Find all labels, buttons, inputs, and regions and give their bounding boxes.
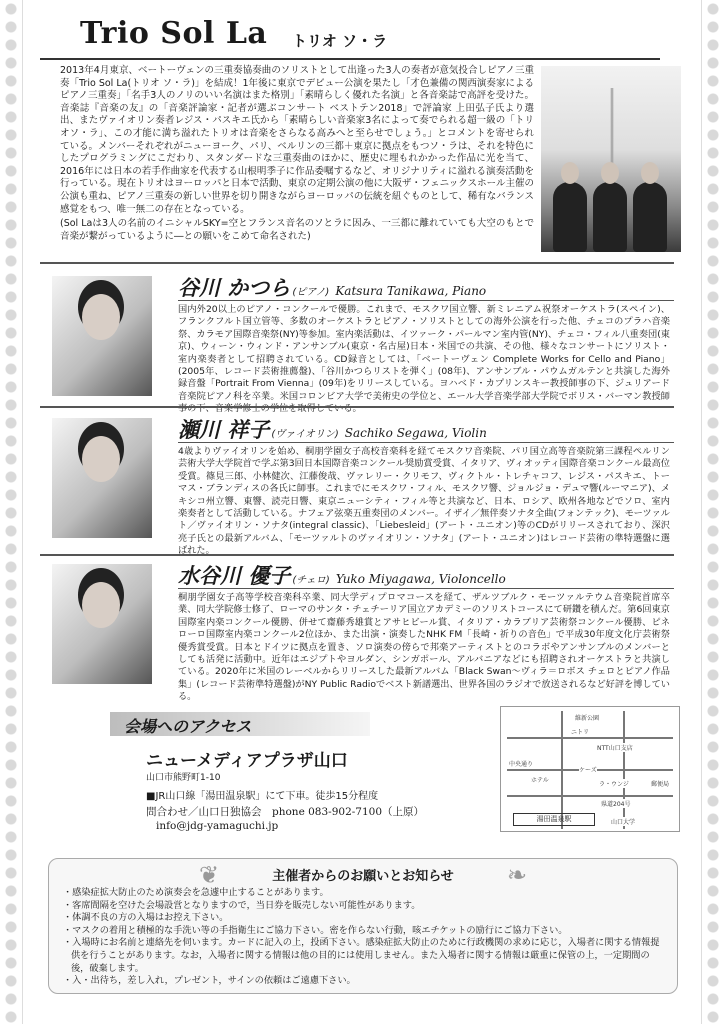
intro-body: 2013年4月東京、ベートーヴェンの三重奏協奏曲のソリストとして出逢った3人の奏者が意気投合しピアノ三重奏「Trio Sol La(トリオ ソ・ラ)」を結成！1年後に東京でデビュー公演を果たし「才色兼備の関西演奏家によるピアノ三重奏」「名手3人のノリのいい名演はまた格別」「素晴らしく優れた名演」と各音楽誌で高評を受けた。音楽誌『音楽の友』の「音楽評論家・記者が選ぶコンサート ベストテン2018」で評論家 上田弘子氏より選出、またヴァイオリン奏者レジス・パスキエ氏から「素晴らしい音楽家3名によって奏でられる超一級の「トリオソ・ラ」、この才能に満ち溢れたトリオは音楽をさらなる高みへと至らせでしょう。」とコメントを寄せられている。メンバーそれぞれがニューヨーク、パリ、ベルリンの三都＋東京に拠点をもつソ・ラは、それを特色にしたプログラミングにこだわり、スタンダードな三重奏曲のほかに、歴史に埋もれかかった作品に光を当て、2016年には日本の若手作曲家を代表する山根明季子に作品委嘱するなど、オリジナリティに溢れる演奏活動を行っている。現在トリオはヨーロッパと日本で活動、東京の定期公演の他に大阪ザ・フェニックスホール主催の公演も重ね、ピアノ三重奏の新しい世界を切り開きながらヨーロッパの伝統を紐ぐものとして、稀有なバランス感覚をもつ、唯一無二の存在となっている。 [60,65,534,215]
intro-text [60,65,534,243]
notice-list [63,887,667,988]
member-name-row [178,272,674,301]
member-name-jp: 瀬川 祥子 [178,417,270,442]
access-heading [110,712,370,736]
contact-email[interactable]: info@jdg-yamaguchi.jp [156,820,279,832]
map-label: 維新公園 [575,715,600,722]
notice-item: ・入場時にお名前と連絡先を伺います。カードに記入の上，投函下さい。感染症拡大防止のために行政機関の求めに応じ，入場者に関する情報提供を行うことがあります。なお，入場者に関する情報は他の目的には使用しません。また入場者に関する情報は厳重に保管の上，一定期間の後，破棄します。 [63,937,660,974]
map-road [623,711,625,829]
portrait-face [82,582,120,628]
member-figure [593,182,627,252]
right-border-pattern [701,0,724,1024]
map-label: ホテル [531,777,549,784]
member-name-en: Sachiko Segawa, Violin [344,426,487,440]
member-name-en: Yuko Miyagawa, Violoncello [335,572,506,586]
map-label: ケーズ [579,767,597,774]
access-map [500,706,680,832]
member-figure [553,182,587,252]
page-header [40,10,660,60]
divider [40,406,674,408]
map-label: 県道204号 [601,801,631,808]
map-label: 山口大学 [611,819,636,826]
map-label: ラ・ウンジ [599,781,629,788]
intro-note: (Sol Laは3人の名前のイニシャルSKY=空とフランス音名のソとラに因み、一三都に離れていても大空のもとで音楽が繋がっているように―との願いをこめて命名された) [60,218,534,242]
flourish-icon: ❧ [506,861,527,889]
member-figure [633,182,667,252]
member-name-row [178,560,674,589]
member-profile-piano [40,268,674,415]
notice-item: ・マスクの着用と積極的な手洗い等の手指衛生にご協力下さい。密を作らない行動，咳エチケットの励行にご協力下さい。 [63,924,568,936]
map-label: 中央通り [509,761,534,768]
member-profile-cello [40,556,674,703]
cellist-photo [52,564,152,684]
member-bio: 4歳よりヴァイオリンを始め、桐朋学園女子高校音楽科を経てモスクワ音楽院、パリ国立高等音楽院第三課程ペルリン芸術大学大学院首で学ぶ第3回日本国際音楽コンクール奨励賞受賞、イタリア、ヴィオッティ国際音楽コンクール最高位受賞。篠見三郎、小林健次、江藤俊哉、ヴァレリー・クリモフ、ヴィクトル・トレチャコフ、レジス・パスキエ、トーマス・ブランディスの各氏に師事。これまでにモスクワ・フィル、モスクワ響、ジョルジョ・デュマ響(ルーマニア)、メキシコ州立響、東響、読売日響、東京ニューシティ・フィル等と共演など、日本、ロシア、欧州各地などでソロ、室内楽奏者として活動している。ナフェア弦楽五重奏団のメンバー。イザイ／無伴奏ソナタ全曲(フォンテック)、モーツァルト／ヴァイオリン・ソナタ(integral classic)、「Liebesleid」(アート・ユニオン)等のCDがリリースされており、深沢亮子氏との最新アルバム、「モーツァルトのヴァイオリン・ソナタ」(アート・ユニオン)はレコード芸術の準特選盤に選ばれた。 [178,446,670,557]
flourish-icon: ❦ [199,861,220,889]
contact-info: 問合わせ／山口日独協会 phone 083-902-7100（上原） [146,806,425,818]
member-bio: 国内外20以上のピアノ・コンクールで優勝。これまで、モスクワ国立響、新ミレニアム祝祭オーケストラ(スペイン)、フランクフルト国立管等、多数のオーケストラとピアノ・ソリストとしての海外公演を行った他、チェコのプラハ音楽祭、カラモア国際音楽祭(NY)等参加。室内楽活動は、イツァーク・パールマン室内管(NY)、チェコ・フィル八重奏団(東京)、ウィーン・ウィンド・アンサンブル(東京・名古屋)日本・米国での共演、その他、様々なコンサートにソリスト・室内楽奏者として招聘されている。CD録音としては、「ベートーヴェン Complete Works for Cello and Piano」(2005年、レコード芸術推薦盤)、「谷川かつらリストを弾く」(08年)、アンサンブル・パウムガルテンと共演した海外録音盤「Portrait From Vienna」(09年)をリリースしている。ヨハベド・カプリンスキー教授師事の下、ジュリアード音楽院ピアノ科を卒業。米国コロンビア大学で美術史の学位と、エール大学音楽学部大学院でボリス・バーマン教授師事の下、音楽学修士の学位を取得している。 [178,304,670,415]
map-label: 郵便局 [651,781,670,788]
map-road [561,711,563,829]
member-part: (ヴァイオリン) [271,429,339,440]
member-name-jp: 水谷川 優子 [178,563,291,588]
left-border-pattern [0,0,23,1024]
member-part: (ピアノ) [292,287,330,298]
map-label: NTT山口支店 [597,745,633,752]
page-title: Trio Sol La [80,16,268,51]
violinist-photo [52,418,152,538]
member-name-row [178,414,674,443]
member-name-en: Katsura Tanikawa, Piano [335,284,487,298]
venue-address: 山口市熊野町1-10 [146,773,221,783]
member-bio: 桐朋学園女子高等学校音楽科卒業、同大学ディプロマコースを経て、ザルツブルク・モーツァルテウム音楽院首席卒業、同大学院修士修了、ローマのサンタ・チェチーリア国立アカデミーのソリストコースにて研鑽を積んだ。第6回東京国際室内楽コンクール優勝、併せて齋藤秀雄賞とアサヒビール賞、イタリア・カラブリア芸術祭コンクール優勝、ピネローロ国際室内楽コンクール2位ほか、また出演・演奏したNHK FM「長崎・祈りの音色」で平成30年度文化庁芸術祭優秀賞受賞。日本とドイツに拠点を置き、ソロ演奏の傍らで邦楽アーティストとのコラボやアンサンブルのメンバーとしても活発に活動中。近年はエジプトやヨルダン、シンガポール、アルバニアなどにも招聘されオーケストラと共演している。2020年に米国のレーベルからリリースした最新アルバム「Black Swan～ヴィラ＝ロボス チェロとピアノ作品集」(レコード芸術準特選盤)がNY Public Radioでベスト新譜選出、世界各国のラジオで放送されるなど好評を博している。 [178,592,670,703]
notice-box [48,858,678,994]
divider [40,262,674,264]
group-photo [541,66,681,252]
pianist-photo [52,276,152,396]
notice-item: ・感染症拡大防止のため演奏会を急遽中止することがあります。 [63,887,329,898]
map-station: 湯田温泉駅 [513,813,595,826]
member-name-jp: 谷川 かつら [178,275,291,300]
portrait-face [82,294,120,340]
venue-name: ニューメディアプラザ山口 [146,751,348,771]
map-label: ニトリ [571,729,590,736]
access-heading-text: 会場へのアクセス [124,717,252,736]
venue-route: ■JR山口線「湯田温泉駅」にて下車。徒歩15分程度 [146,791,379,802]
portrait-face [82,436,120,482]
member-part: (チェロ) [292,575,330,586]
notice-item: ・体調不良の方の入場はお控え下さい。 [63,912,229,924]
member-profile-violin [40,410,674,557]
notice-item: ・客席間隔を空けた会場設営となりますので，当日券を販売しない可能性があります。 [63,899,421,911]
map-road [507,737,673,739]
map-road [507,795,673,797]
page-title-kana: トリオ ソ・ラ [292,32,388,50]
notice-title: 主催者からのお願いとお知らせ [272,869,454,884]
notice-item: ・入・出待ち，差し入れ，プレゼント，サインの依頼はご遠慮下さい。 [63,975,356,987]
